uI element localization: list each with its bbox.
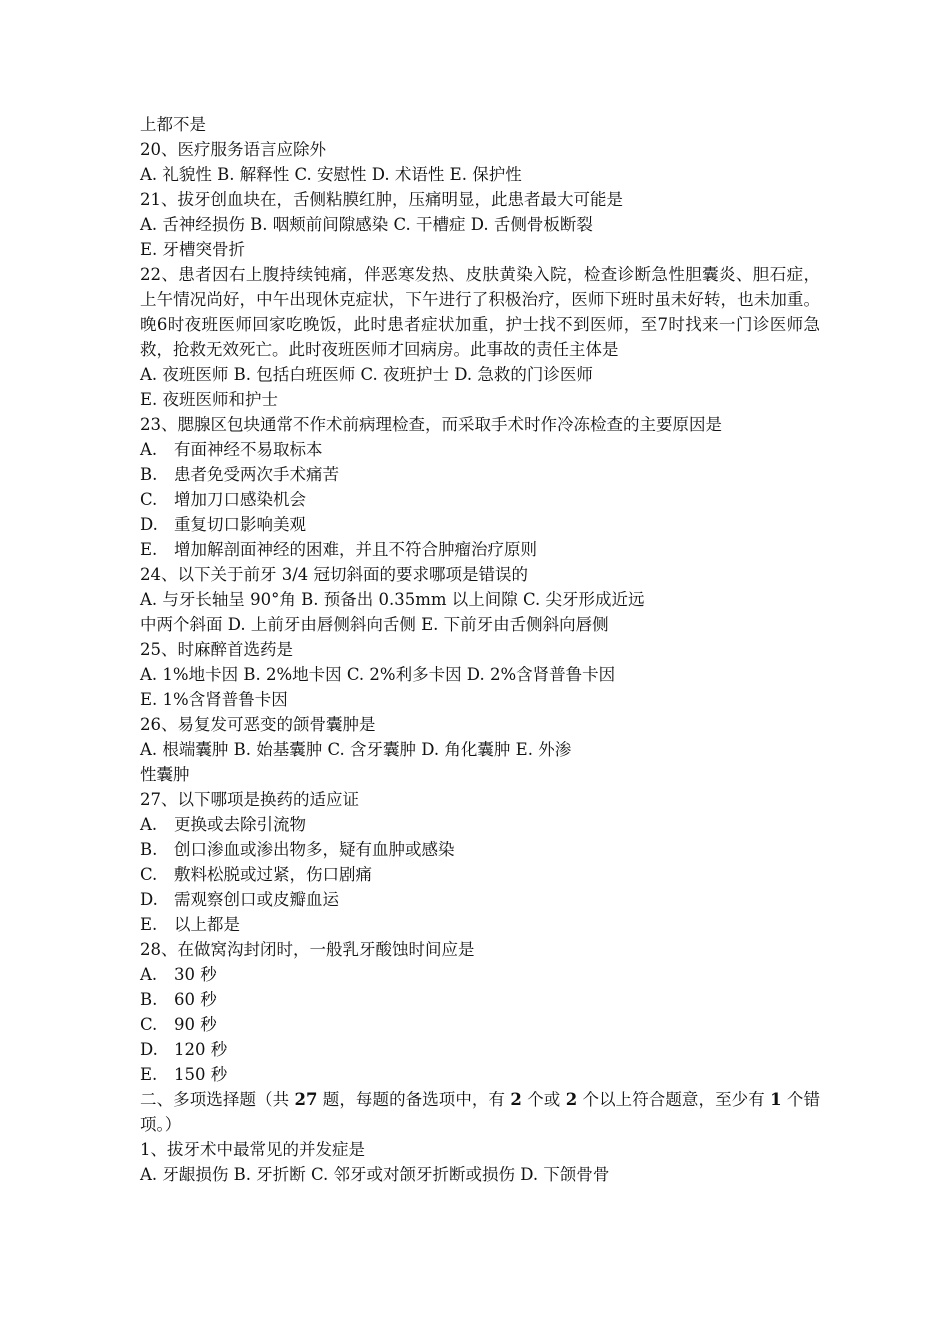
question-22-options: A. 夜班医师 B. 包括白班医师 C. 夜班护士 D. 急救的门诊医师	[140, 365, 593, 384]
question-23-option	[140, 437, 820, 462]
heading-number: 2	[510, 1090, 522, 1109]
heading-text: 个或	[521, 1090, 566, 1109]
option-text: 30 秒	[174, 965, 217, 984]
option-letter: D.	[140, 890, 158, 909]
heading-text: 二、多项选择题（共	[140, 1090, 295, 1109]
option-text: 150 秒	[174, 1065, 228, 1084]
option-letter: A.	[140, 965, 158, 984]
text-line: 上都不是	[140, 115, 206, 134]
option-text: 120 秒	[174, 1040, 228, 1059]
document-body	[140, 112, 820, 1187]
option-letter: E.	[140, 1065, 158, 1084]
heading-text: 个错项。）	[140, 1090, 821, 1134]
option-text: 60 秒	[174, 990, 217, 1009]
question-28-option	[140, 1012, 820, 1037]
option-text: 更换或去除引流物	[174, 815, 306, 834]
option-text: 需观察创口或皮瓣血运	[174, 890, 339, 909]
option-letter: B.	[140, 840, 158, 859]
option-text: 90 秒	[174, 1015, 217, 1034]
question-20-stem: 20、医疗服务语言应除外	[140, 140, 326, 159]
question-27-option	[140, 812, 820, 837]
option-text: 增加解剖面神经的困难，并且不符合肿瘤治疗原则	[174, 540, 537, 559]
question-24-stem: 24、以下关于前牙 3/4 冠切斜面的要求哪项是错误的	[140, 565, 529, 584]
question-26-stem: 26、易复发可恶变的颌骨囊肿是	[140, 715, 376, 734]
question-25-option-e: E. 1%含肾普鲁卡因	[140, 690, 288, 709]
question-23-option	[140, 487, 820, 512]
question-23-option	[140, 462, 820, 487]
question-27-option	[140, 912, 820, 937]
question-28-option	[140, 962, 820, 987]
option-text: 敷料松脱或过紧，伤口剧痛	[174, 865, 372, 884]
option-letter: D.	[140, 1040, 158, 1059]
question-28-option	[140, 987, 820, 1012]
question-28-option	[140, 1062, 820, 1087]
question-21-options: A. 舌神经损伤 B. 咽颊前间隙感染 C. 干槽症 D. 舌侧骨板断裂	[140, 215, 593, 234]
question-23-option	[140, 537, 820, 562]
question-27-option	[140, 862, 820, 887]
question-22-stem: 22、患者因右上腹持续钝痛，伴恶寒发热、皮肤黄染入院，检查诊断急性胆囊炎、胆石症，上午情况尚好，中午出现休克症状，下午进行了积极治疗，医师下班时虽未好转，也未加重。晚6时夜班医师回家吃晚饭，此时患者症状加重，护士找不到医师，至7时找来一门诊医师急救，抢救无效死亡。此时夜班医师才回病房。此事故的责任主体是	[140, 265, 820, 359]
multi-question-1-stem: 1、拔牙术中最常见的并发症是	[140, 1140, 365, 1159]
question-23-option	[140, 512, 820, 537]
option-text: 以上都是	[174, 915, 240, 934]
heading-text: 题，每题的备选项中，有	[317, 1090, 511, 1109]
option-letter: E.	[140, 540, 158, 559]
heading-number: 2	[565, 1090, 578, 1109]
question-21-option-e: E. 牙槽突骨折	[140, 240, 246, 259]
option-text: 增加刀口感染机会	[174, 490, 306, 509]
option-text: 创口渗血或渗出物多，疑有血肿或感染	[174, 840, 455, 859]
question-26-options-cont: 性囊肿	[140, 765, 190, 784]
question-23-stem: 23、腮腺区包块通常不作术前病理检查，而采取手术时作冷冻检查的主要原因是	[140, 415, 722, 434]
question-27-option	[140, 887, 820, 912]
heading-number: 1	[770, 1090, 782, 1109]
section-2-heading	[140, 1087, 820, 1137]
question-27-stem: 27、以下哪项是换药的适应证	[140, 790, 359, 809]
option-letter: D.	[140, 515, 158, 534]
option-text: 重复切口影响美观	[174, 515, 306, 534]
question-21-stem: 21、拔牙创血块在，舌侧粘膜红肿，压痛明显，此患者最大可能是	[140, 190, 623, 209]
question-25-stem: 25、时麻醉首选药是	[140, 640, 293, 659]
question-20-options: A. 礼貌性 B. 解释性 C. 安慰性 D. 术语性 E. 保护性	[140, 165, 522, 184]
question-26-options: A. 根端囊肿 B. 始基囊肿 C. 含牙囊肿 D. 角化囊肿 E. 外渗	[140, 740, 572, 759]
heading-number: 27	[294, 1090, 318, 1109]
option-letter: B.	[140, 465, 158, 484]
question-22-option-e: E. 夜班医师和护士	[140, 390, 279, 409]
option-letter: E.	[140, 915, 158, 934]
option-text: 患者免受两次手术痛苦	[174, 465, 339, 484]
option-letter: C.	[140, 865, 158, 884]
option-letter: A.	[140, 440, 158, 459]
option-letter: C.	[140, 1015, 158, 1034]
question-24-options: A. 与牙长轴呈 90°角 B. 预备出 0.35mm 以上间隙 C. 尖牙形成近远	[140, 590, 645, 609]
question-25-options: A. 1%地卡因 B. 2%地卡因 C. 2%利多卡因 D. 2%含肾普鲁卡因	[140, 665, 616, 684]
question-28-option	[140, 1037, 820, 1062]
option-letter: B.	[140, 990, 158, 1009]
option-letter: A.	[140, 815, 158, 834]
option-text: 有面神经不易取标本	[174, 440, 323, 459]
question-27-option	[140, 837, 820, 862]
option-letter: C.	[140, 490, 158, 509]
heading-text: 个以上符合题意，至少有	[577, 1090, 771, 1109]
question-24-options-cont: 中两个斜面 D. 上前牙由唇侧斜向舌侧 E. 下前牙由舌侧斜向唇侧	[140, 615, 609, 634]
question-28-stem: 28、在做窝沟封闭时，一般乳牙酸蚀时间应是	[140, 940, 475, 959]
multi-question-1-options: A. 牙龈损伤 B. 牙折断 C. 邻牙或对颌牙折断或损伤 D. 下颌骨骨	[140, 1165, 610, 1184]
